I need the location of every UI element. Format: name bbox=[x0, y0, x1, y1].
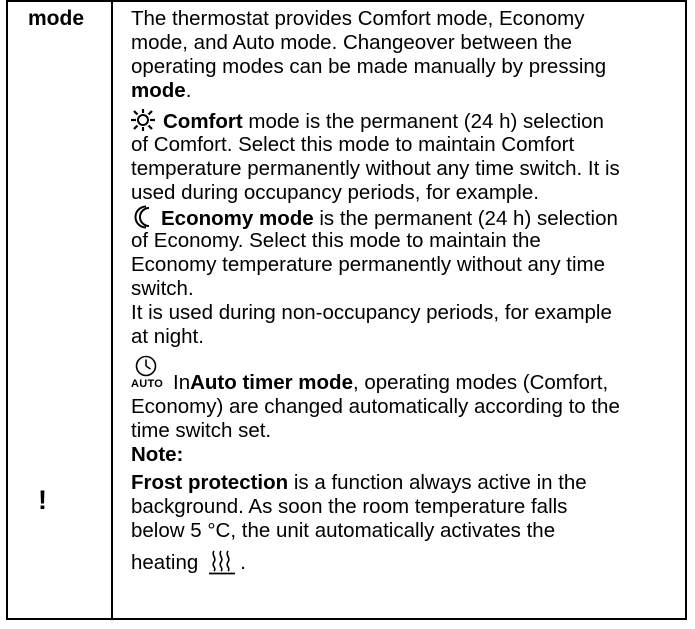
economy-title: Economy mode bbox=[161, 207, 314, 230]
intro-line: operating modes can be made manually by pressing bbox=[131, 55, 607, 78]
frost-protection-title: Frost protection bbox=[131, 471, 289, 494]
intro-line: mode, and Auto mode. Changeover between the bbox=[131, 31, 573, 54]
comfort-line: temperature permanently without any time switch. It is bbox=[131, 157, 620, 180]
mode-table bbox=[6, 0, 687, 620]
note-line: below 5 °C, the unit automatically activates the bbox=[131, 519, 556, 542]
comfort-line: used during occupancy periods, for example. bbox=[131, 181, 539, 204]
auto-clock-icon bbox=[131, 355, 167, 395]
comfort-title: Comfort bbox=[163, 110, 243, 133]
term-mode: mode bbox=[28, 7, 85, 30]
moon-icon bbox=[131, 205, 153, 229]
economy-line: of Economy. Select this mode to maintain the bbox=[131, 229, 541, 252]
auto-icon-label: AUTO bbox=[131, 378, 164, 390]
note-line: background. As soon the room temperature falls bbox=[131, 495, 568, 518]
clock-icon bbox=[135, 355, 157, 377]
description-column bbox=[131, 7, 676, 575]
economy-line: at night. bbox=[131, 325, 204, 348]
intro-line: mode. bbox=[131, 79, 192, 102]
comfort-line: Comfort mode is the permanent (24 h) selection bbox=[131, 109, 676, 133]
note-line: heating . bbox=[131, 551, 246, 574]
mode-keyword: mode bbox=[131, 79, 186, 102]
auto-line: time switch set. bbox=[131, 419, 272, 442]
sun-icon bbox=[131, 109, 155, 131]
column-divider bbox=[111, 2, 113, 618]
economy-line: Economy temperature permanently without any time bbox=[131, 253, 606, 276]
comfort-line: of Comfort. Select this mode to maintain Comfort bbox=[131, 133, 575, 156]
auto-line: Economy) are changed automatically according to the bbox=[131, 395, 620, 418]
auto-line: AUTO In Auto timer mode , operating modes (Comfort, bbox=[131, 349, 676, 395]
auto-title: Auto timer mode bbox=[190, 371, 353, 394]
economy-line: switch. bbox=[131, 277, 194, 300]
note-line: Frost protection is a function always active in the bbox=[131, 471, 587, 494]
left-column bbox=[8, 2, 111, 618]
heating-icon bbox=[206, 549, 238, 575]
warning-icon: ! bbox=[38, 485, 47, 515]
note-heading: Note: bbox=[131, 443, 184, 466]
economy-line: It is used during non-occupancy periods, for example bbox=[131, 301, 612, 324]
economy-line: Economy mode is the permanent (24 h) selection bbox=[131, 205, 676, 229]
intro-line: The thermostat provides Comfort mode, Economy bbox=[131, 7, 585, 30]
